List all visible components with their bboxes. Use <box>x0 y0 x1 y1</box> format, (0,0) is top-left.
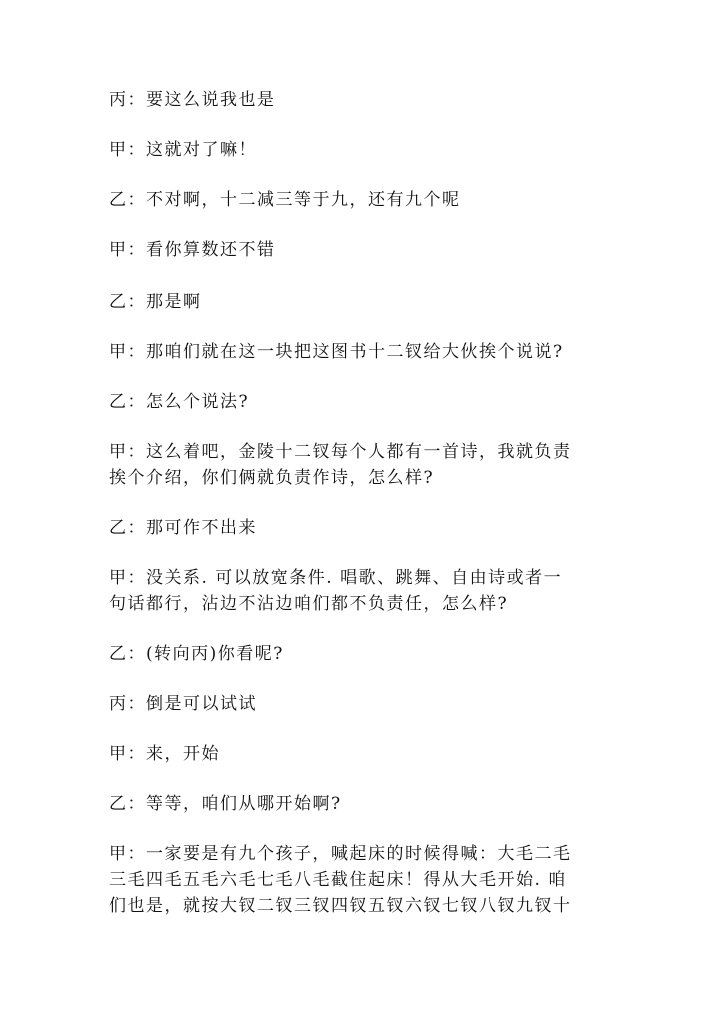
dialogue-line-10b: 句话都行，沾边不沾边咱们都不负责任，怎么样? <box>109 594 509 614</box>
dialogue-line-6: 甲：那咱们就在这一块把这图书十二钗给大伙挨个说说? <box>109 342 564 362</box>
dialogue-line-13: 甲：来，开始 <box>109 744 220 764</box>
dialogue-line-9: 乙：那可作不出来 <box>109 518 257 538</box>
dialogue-line-15a: 甲：一家要是有九个孩子，喊起床的时候得喊：大毛二毛 <box>109 844 572 864</box>
dialogue-line-15c: 们也是，就按大钗二钗三钗四钗五钗六钗七钗八钗九钗十 <box>109 896 572 916</box>
dialogue-line-8b: 挨个介绍，你们俩就负责作诗，怎么样? <box>109 468 435 488</box>
dialogue-line-12: 丙：倒是可以试试 <box>109 694 257 714</box>
dialogue-line-3: 乙：不对啊，十二减三等于九，还有九个呢 <box>109 190 461 210</box>
dialogue-line-8a: 甲：这么着吧，金陵十二钗每个人都有一首诗，我就负责 <box>109 442 572 462</box>
dialogue-line-7: 乙：怎么个说法? <box>109 392 250 412</box>
dialogue-line-4: 甲：看你算数还不错 <box>109 240 276 260</box>
dialogue-line-2: 甲：这就对了嘛！ <box>109 140 257 160</box>
dialogue-line-5: 乙：那是啊 <box>109 292 202 312</box>
dialogue-line-1: 丙：要这么说我也是 <box>109 90 276 110</box>
dialogue-line-10a: 甲：没关系. 可以放宽条件. 唱歌、跳舞、自由诗或者一 <box>109 568 563 588</box>
dialogue-line-11: 乙：(转向丙)你看呢? <box>109 644 284 664</box>
dialogue-line-14: 乙：等等，咱们从哪开始啊? <box>109 794 342 814</box>
dialogue-line-15b: 三毛四毛五毛六毛七毛八毛截住起床！得从大毛开始. 咱 <box>109 870 567 890</box>
